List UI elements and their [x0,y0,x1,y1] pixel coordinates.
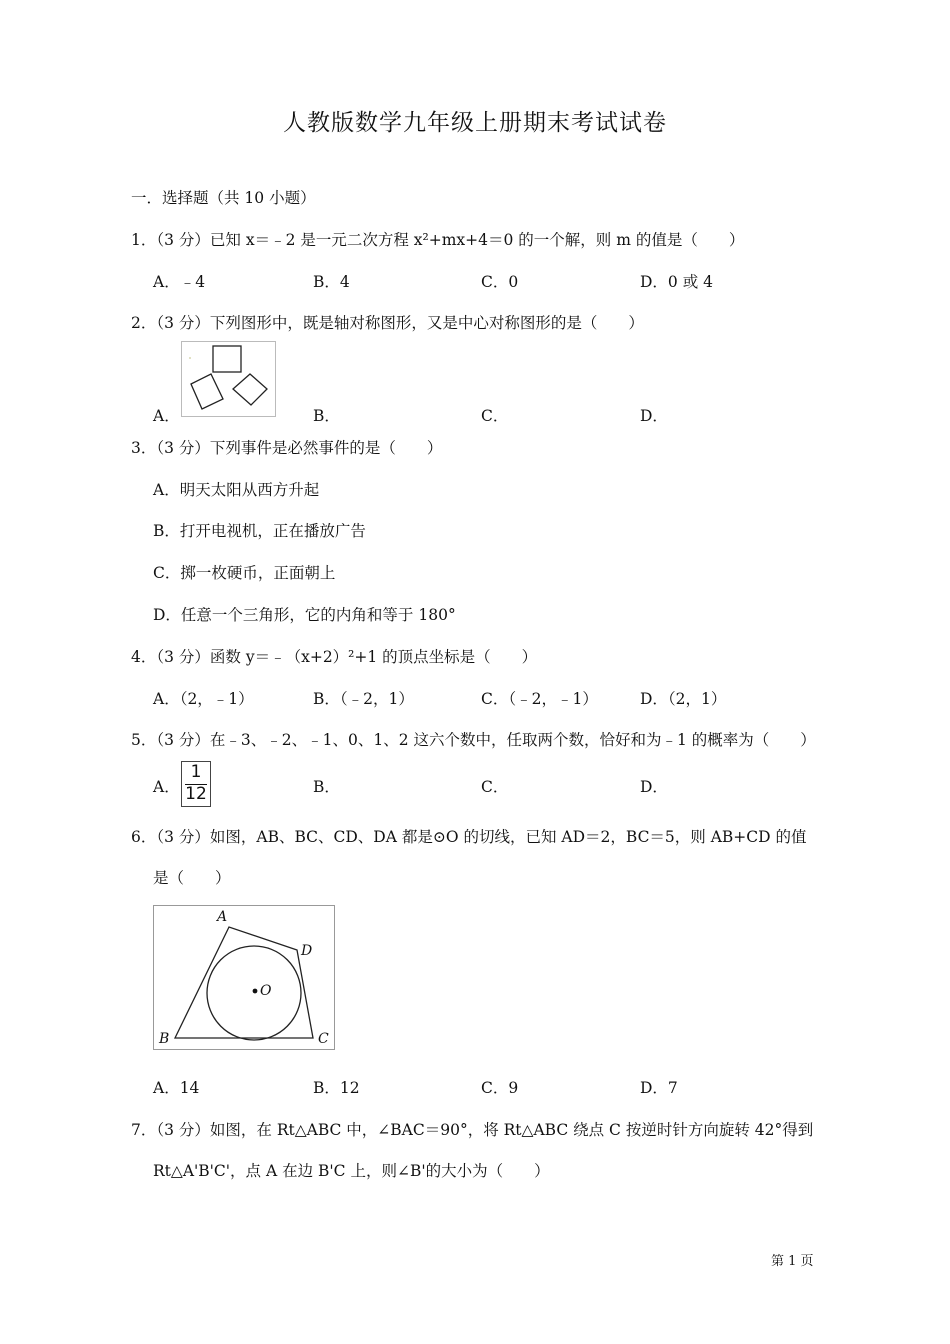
fraction-numerator: 1 [190,762,202,782]
q6-option-d[interactable]: D．7 [640,1079,678,1097]
q3-option-d[interactable]: D．任意一个三角形，它的内角和等于 180° [153,606,456,624]
question-7-stem-line2: Rt△A'B'C'，点 A 在边 B'C 上，则∠B'的大小为（ ） [153,1162,550,1180]
q6-option-b[interactable]: B．12 [313,1079,360,1097]
question-4-stem: 4．（3 分）函数 y＝﹣（x+2）²+1 的顶点坐标是（ ） [131,648,538,666]
question-2-stem: 2．（3 分）下列图形中，既是轴对称图形，又是中心对称图形的是（ ） [131,314,644,332]
q1-option-d[interactable]: D．0 或 4 [640,273,714,291]
page-number: 第 1 页 [771,1254,814,1269]
q5-option-c[interactable]: C． [481,778,509,796]
q4-option-b[interactable]: B．（﹣2，1） [313,690,414,708]
q5-option-a[interactable]: A． [153,778,180,796]
q5-option-d[interactable]: D． [640,778,668,796]
label-c: C [318,1031,329,1047]
q1-option-a[interactable]: A．﹣4 [153,273,206,291]
three-squares-figure [181,341,277,418]
q2-option-a[interactable]: A． [153,407,180,425]
q1-option-b[interactable]: B．4 [313,273,350,291]
fraction-image [181,761,211,807]
q3-option-c[interactable]: C．掷一枚硬币，正面朝上 [153,564,336,582]
label-b: B [159,1031,170,1047]
tangent-quadrilateral-figure [153,905,336,1051]
q2-option-b[interactable]: B． [313,407,340,425]
q2-option-d[interactable]: D． [640,407,668,425]
label-a: A [217,909,228,925]
section-heading: 一．选择题（共 10 小题） [131,189,316,207]
q4-option-d[interactable]: D．（2，1） [640,690,727,708]
q4-option-a[interactable]: A．（2，﹣1） [153,690,254,708]
q3-option-b[interactable]: B．打开电视机，正在播放广告 [153,522,366,540]
q2-option-c[interactable]: C． [481,407,509,425]
question-1-stem: 1．（3 分）已知 x＝﹣2 是一元二次方程 x²+mx+4＝0 的一个解，则 m 的值是（ ） [131,231,745,249]
label-d: D [301,943,313,959]
page-title: 人教版数学九年级上册期末考试试卷 [283,110,667,136]
q6-option-c[interactable]: C．9 [481,1079,519,1097]
question-7-stem-line1: 7．（3 分）如图，在 Rt△ABC 中，∠BAC＝90°，将 Rt△ABC 绕点 C 按逆时针方向旋转 42°得到 [131,1121,814,1139]
question-5-stem: 5．（3 分）在﹣3、﹣2、﹣1、0、1、2 这六个数中，任取两个数，恰好和为﹣1 的概率为（ ） [131,731,816,749]
label-o: O [260,983,272,999]
q3-option-a[interactable]: A．明天太阳从西方升起 [153,481,320,499]
question-6-stem-line2: 是（ ） [153,869,231,887]
fraction-denominator: 12 [185,784,207,804]
q4-option-c[interactable]: C．（﹣2，﹣1） [481,690,598,708]
q5-option-b[interactable]: B． [313,778,340,796]
q1-option-c[interactable]: C．0 [481,273,519,291]
question-3-stem: 3．（3 分）下列事件是必然事件的是（ ） [131,439,443,457]
question-6-stem-line1: 6．（3 分）如图，AB、BC、CD、DA 都是⊙O 的切线，已知 AD＝2，BC＝5，则 AB+CD 的值 [131,828,807,846]
q6-option-a[interactable]: A．14 [153,1079,200,1097]
